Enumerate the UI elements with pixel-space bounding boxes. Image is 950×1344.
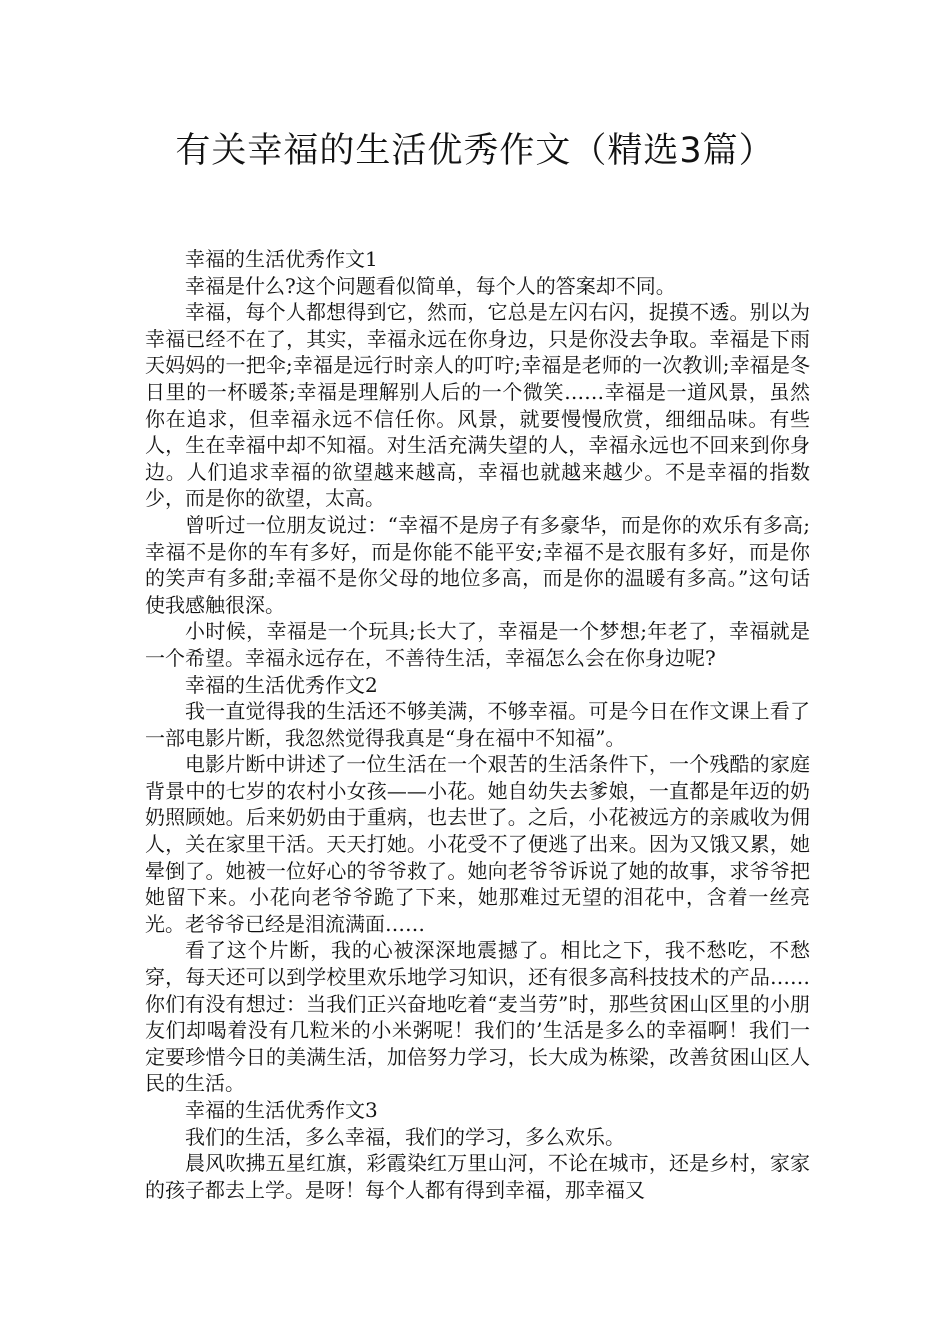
paragraph: 晨风吹拂五星红旗，彩霞染红万里山河，不论在城市，还是乡村，家家的孩子都去上学。是呀！每个人都有得到幸福，那幸福又 <box>145 1151 810 1202</box>
essay-1-heading: 幸福的生活优秀作文1 <box>185 247 378 271</box>
paragraph: 看了这个片断，我的心被深深地震撼了。相比之下，我不愁吃，不愁穿，每天还可以到学校里欢乐地学习知识，还有很多高科技技术的产品……你们有没有想过：当我们正兴奋地吃着“麦当劳”时，那些贫困山区里的小朋友们却喝着没有几粒米的小米粥呢！我们的’生活是多么的幸福啊！我们一定要珍惜今日的美满生活，加倍努力学习，长大成为栋梁，改善贫困山区人民的生活。 <box>145 938 810 1096</box>
paragraph: 小时候，幸福是一个玩具;长大了，幸福是一个梦想;年老了，幸福就是一个希望。幸福永远存在，不善待生活，幸福怎么会在你身边呢? <box>145 619 810 670</box>
paragraph: 曾听过一位朋友说过：“幸福不是房子有多豪华，而是你的欢乐有多高;幸福不是你的车有多好，而是你能不能平安;幸福不是衣服有多好，而是你的笑声有多甜;幸福不是你父母的地位多高，而是你的温暖有多高。”这句话使我感触很深。 <box>145 512 810 617</box>
paragraph: 幸福是什么?这个问题看似简单，每个人的答案却不同。 <box>185 273 676 298</box>
paragraph: 我们的生活，多么幸福，我们的学习，多么欢乐。 <box>185 1124 625 1149</box>
paragraph: 我一直觉得我的生活还不够美满，不够幸福。可是今日在作文课上看了一部电影片断，我忽然觉得我真是“身在福中不知福”。 <box>145 699 810 750</box>
paragraph: 电影片断中讲述了一位生活在一个艰苦的生活条件下，一个残酷的家庭背景中的七岁的农村小女孩——小花。她自幼失去爹娘，一直都是年迈的奶奶照顾她。后来奶奶由于重病，也去世了。之后，小花被远方的亲戚收为佣人，关在家里干活。天天打她。小花受不了便逃了出来。因为又饿又累，她晕倒了。她被一位好心的爷爷救了。她向老爷爷诉说了她的故事，求爷爷把她留下来。小花向老爷爷跪了下来，她那难过无望的泪花中，含着一丝亮光。老爷爷已经是泪流满面…… <box>145 752 810 936</box>
essay-2-heading: 幸福的生活优秀作文2 <box>185 672 378 697</box>
essay-3-heading: 幸福的生活优秀作文3 <box>185 1098 378 1122</box>
document-body <box>145 246 810 1203</box>
document-title: 有关幸福的生活优秀作文（精选3篇） <box>175 131 775 171</box>
paragraph: 幸福，每个人都想得到它，然而，它总是左闪右闪，捉摸不透。别以为幸福已经不在了，其实，幸福永远在你身边，只是你没去争取。幸福是下雨天妈妈的一把伞;幸福是远行时亲人的叮咛;幸福是老师的一次教训;幸福是冬日里的一杯暖茶;幸福是理解别人后的一个微笑……幸福是一道风景，虽然你在追求，但幸福永远不信任你。风景，就要慢慢欣赏，细细品味。有些人，生在幸福中却不知福。对生活充满失望的人，幸福永远也不回来到你身边。人们追求幸福的欲望越来越高，幸福也就越来越少。不是幸福的指数少，而是你的欲望，太高。 <box>145 300 810 511</box>
